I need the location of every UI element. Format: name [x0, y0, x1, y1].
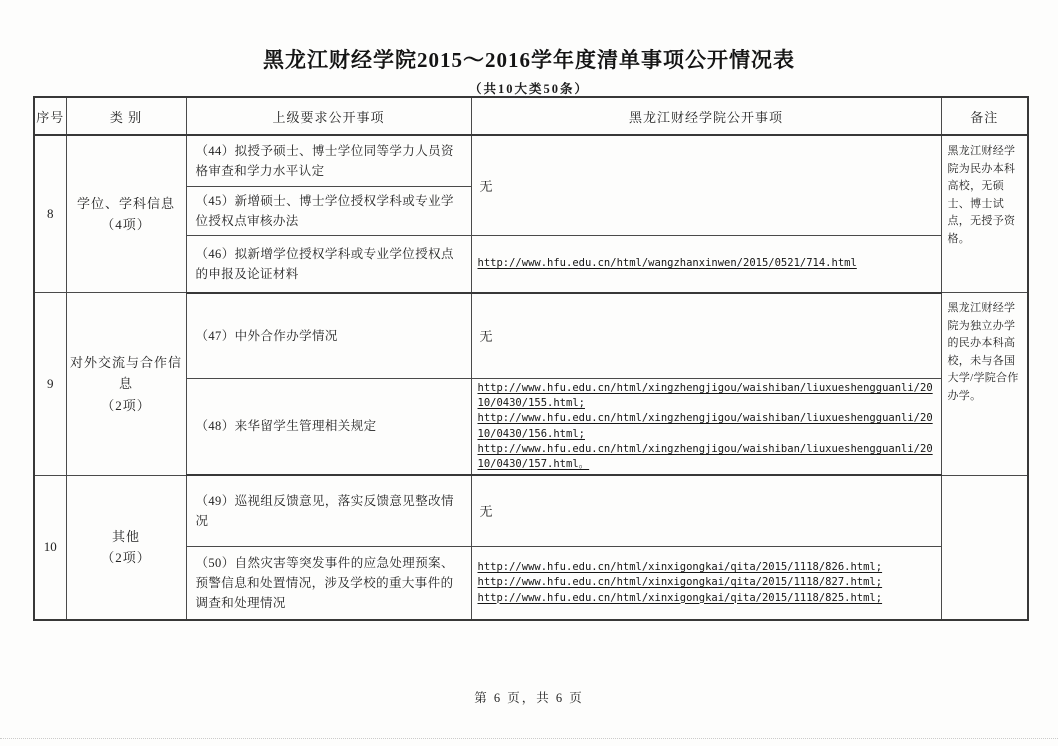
url-link: http://www.hfu.edu.cn/html/xinxigongkai/qita/2015/1118/825.html; — [477, 591, 883, 604]
item-50: （50）自然灾害等突发事件的应急处理预案、预警信息和处置情况，涉及学校的重大事件的调查和处理情况 — [186, 546, 471, 620]
category-name: 其他 — [111, 529, 140, 545]
table-header-row — [34, 97, 1028, 135]
category-count: （4项） — [101, 217, 151, 232]
col-header-index: 序号 — [34, 97, 66, 135]
disclosure-44-45: 无 — [471, 135, 941, 236]
col-header-required-items: 上级要求公开事项 — [186, 97, 471, 135]
group-10-index: 10 — [34, 475, 66, 620]
remark-group-8: 黑龙江财经学院为民办本科高校，无硕士、博士试点，无授予资格。 — [941, 135, 1028, 293]
disclosure-46 — [471, 236, 941, 293]
item-49: （49）巡视组反馈意见，落实反馈意见整改情况 — [186, 475, 471, 546]
category-count: （2项） — [101, 397, 151, 413]
group-9-index: 9 — [34, 293, 66, 476]
disclosure-47: 无 — [471, 293, 941, 379]
disclosure-table — [33, 96, 1029, 621]
item-45: （45）新增硕士、博士学位授权学科或专业学位授权点审核办法 — [186, 186, 471, 236]
url-link: http://www.hfu.edu.cn/html/xinxigongkai/qita/2015/1118/827.html; — [477, 576, 883, 589]
disclosure-49: 无 — [471, 475, 941, 546]
disclosure-48 — [471, 379, 941, 476]
table-row — [34, 293, 1028, 379]
url-link: http://www.hfu.edu.cn/html/xinxigongkai/qita/2015/1118/826.html; — [477, 561, 883, 574]
scan-edge-artifact — [0, 738, 1058, 739]
category-name: 对外交流与合作信息 — [69, 354, 182, 392]
url-link: http://www.hfu.edu.cn/html/xingzhengjigou/waishiban/liuxueshengguanli/2010/0430/157.html。 — [477, 442, 933, 471]
col-header-disclosed-items: 黑龙江财经学院公开事项 — [471, 97, 941, 135]
table-row — [34, 475, 1028, 546]
url-link: http://www.hfu.edu.cn/html/xingzhengjigou/waishiban/liuxueshengguanli/2010/0430/155.html; — [477, 382, 933, 410]
group-8-index: 8 — [34, 135, 66, 293]
col-header-category: 类 别 — [66, 97, 186, 135]
item-47: （47）中外合作办学情况 — [186, 293, 471, 379]
group-9-category — [66, 293, 186, 476]
item-44: （44）拟授予硕士、博士学位同等学力人员资格审查和学力水平认定 — [186, 135, 471, 186]
disclosure-50 — [471, 546, 941, 620]
remark-group-9: 黑龙江财经学院为独立办学的民办本科高校，未与各国大学/学院合作办学。 — [941, 293, 1028, 476]
url-link: http://www.hfu.edu.cn/html/xingzhengjigou/waishiban/liuxueshengguanli/2010/0430/156.html; — [477, 412, 933, 440]
page-subtitle: （共10大类50条） — [468, 82, 589, 96]
col-header-remarks: 备注 — [941, 97, 1028, 135]
remark-group-10 — [941, 475, 1028, 620]
category-name: 学位、学科信息 — [76, 195, 175, 211]
item-46: （46）拟新增学位授权学科或专业学位授权点的申报及论证材料 — [186, 236, 471, 293]
group-10-category — [66, 475, 186, 620]
url-link: http://www.hfu.edu.cn/html/wangzhanxinwen/2015/0521/714.html — [477, 257, 857, 270]
page-number: 第 6 页，共 6 页 — [474, 691, 584, 705]
group-8-category — [66, 135, 186, 293]
category-count: （2项） — [101, 550, 151, 566]
table-row — [34, 135, 1028, 186]
item-48: （48）来华留学生管理相关规定 — [186, 379, 471, 476]
page-title: 黑龙江财经学院2015～2016学年度清单事项公开情况表 — [263, 48, 795, 72]
